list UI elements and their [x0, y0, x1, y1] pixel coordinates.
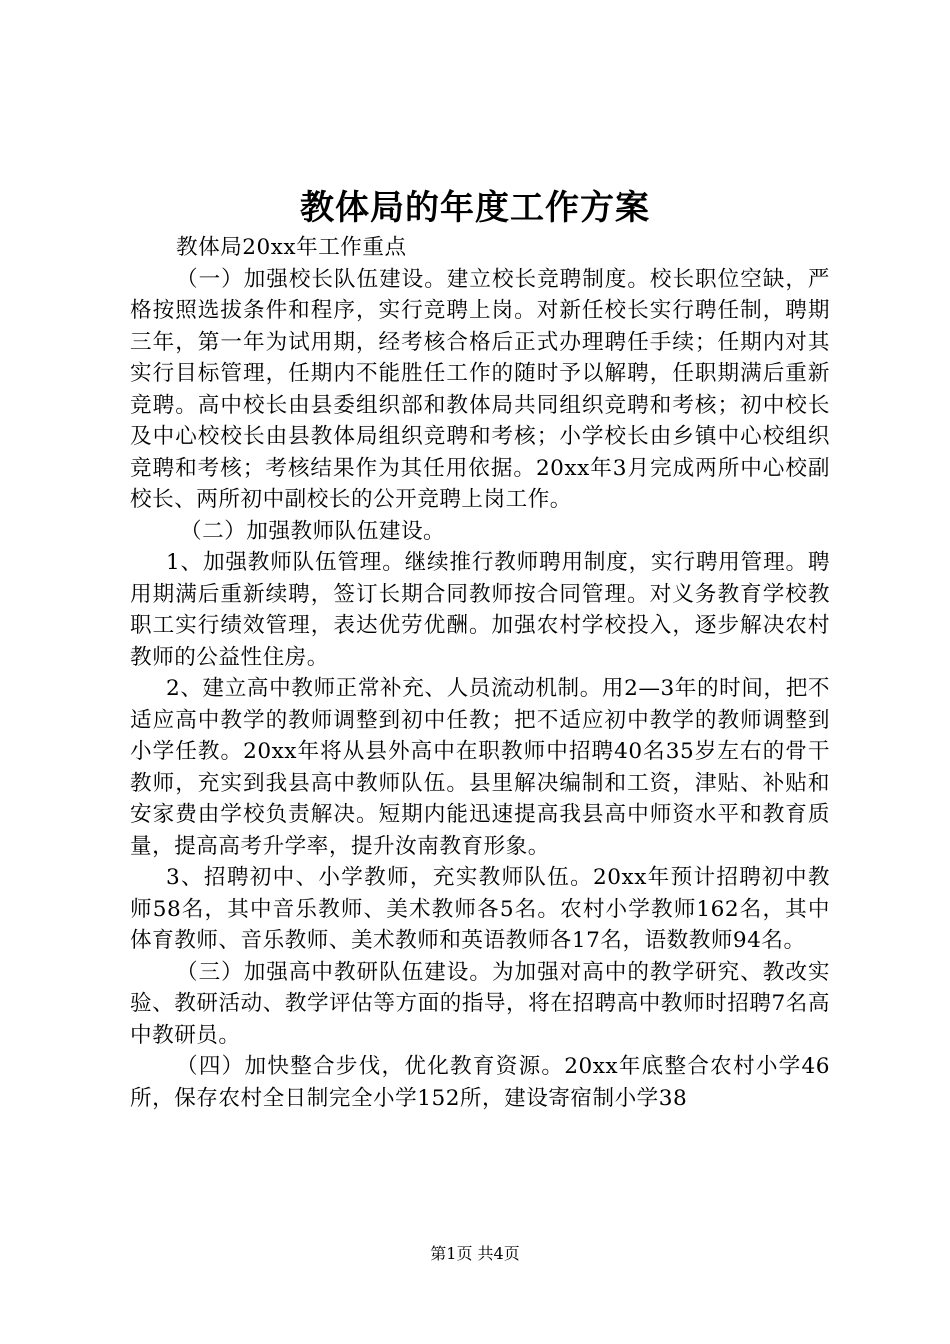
document-title: 教体局的年度工作方案 [300, 188, 650, 228]
page-footer: 第1页 共4页 [430, 1244, 520, 1263]
paragraph-high-school-teachers: 2、建立高中教师正常补充、人员流动机制。用2—3年的时间，把不适应高中教学的教师调整到初中任教；把不适应初中教学的教师调整到小学任教。20xx年将从县外高中在职教师中招聘40名35岁左右的骨干教师，充实到我县高中教师队伍。县里解决编制和工资，津贴、补贴和安家费由学校负责解决。短期内能迅速提高我县高中师资水平和教育质量，提高高考升学率，提升汝南教育形象。 [130, 676, 830, 859]
paragraph-heading: 教体局20xx年工作重点 [176, 235, 407, 260]
document-body [130, 232, 830, 1114]
paragraph-teacher-team: （二）加强教师队伍建设。 [180, 518, 446, 544]
paragraph-recruitment: 3、招聘初中、小学教师，充实教师队伍。20xx年预计招聘初中教师58名，其中音乐教师、美术教师各5名。农村小学教师162名，其中体育教师、音乐教师、美术教师和英语教师各17名，语数教师94名。 [130, 865, 830, 953]
paragraph-resource-integration: （四）加快整合步伐，优化教育资源。20xx年底整合农村小学46所，保存农村全日制完全小学152所，建设寄宿制小学38 [130, 1054, 830, 1111]
paragraph-principal-team: （一）加强校长队伍建设。建立校长竞聘制度。校长职位空缺，严格按照选拔条件和程序，实行竞聘上岗。对新任校长实行聘任制，聘期三年，第一年为试用期，经考核合格后正式办理聘任手续；任期内对其实行目标管理，任期内不能胜任工作的随时予以解聘，任职期满后重新竞聘。高中校长由县委组织部和教体局共同组织竞聘和考核；初中校长及中心校校长由县教体局组织竞聘和考核；小学校长由乡镇中心校组织竞聘和考核；考核结果作为其任用依据。20xx年3月完成两所中心校副校长、两所初中副校长的公开竞聘上岗工作。 [130, 266, 830, 512]
paragraph-research-team: （三）加强高中教研队伍建设。为加强对高中的教学研究、教改实验、教研活动、教学评估等方面的指导，将在招聘高中教师时招聘7名高中教研员。 [130, 959, 830, 1048]
paragraph-teacher-management: 1、加强教师队伍管理。继续推行教师聘用制度，实行聘用管理。聘用期满后重新续聘，签订长期合同教师按合同管理。对义务教育学校教职工实行绩效管理，表达优劳优酬。加强农村学校投入，逐步解决农村教师的公益性住房。 [130, 550, 830, 670]
